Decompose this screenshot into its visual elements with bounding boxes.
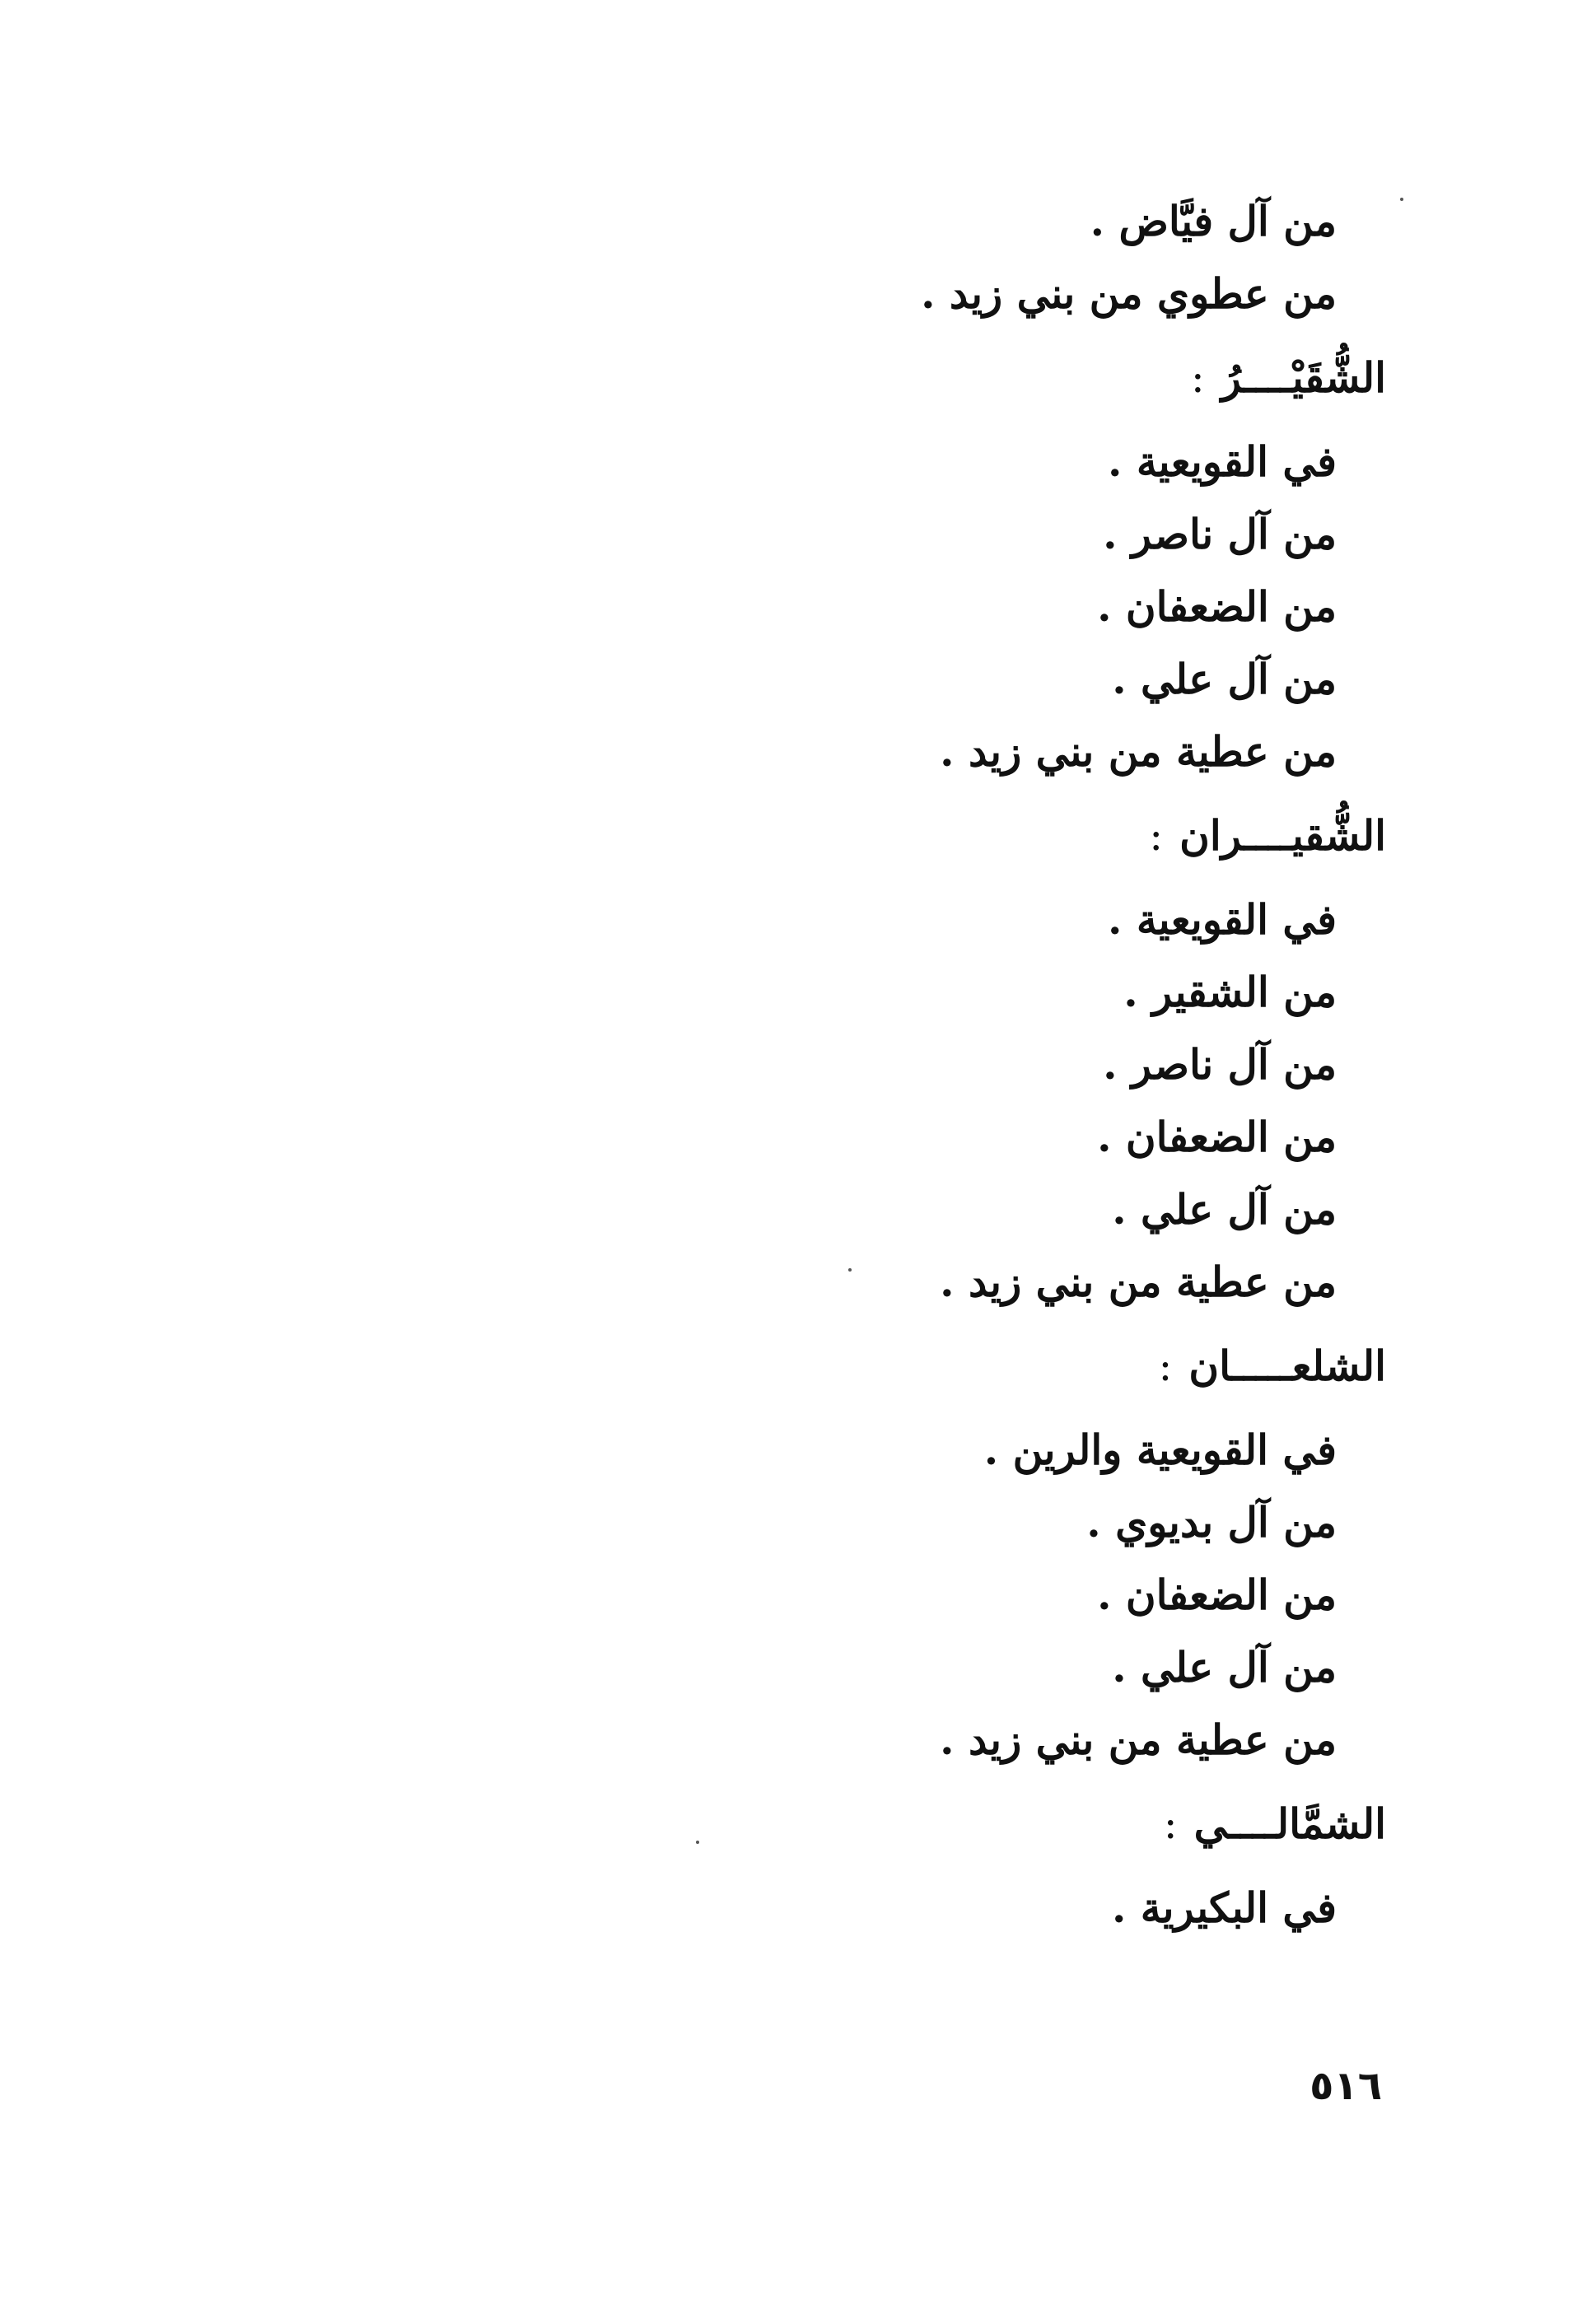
text-block <box>645 185 1386 1944</box>
section-heading <box>645 1788 1386 1860</box>
list-item: من الشقير . <box>1123 968 1337 1016</box>
heading-name: الشمَّالــــي <box>1193 1799 1386 1848</box>
heading-name: الشُّقَيْــــرُ <box>1221 353 1386 402</box>
scan-speck <box>1400 198 1403 201</box>
list-item: من آل بديوي . <box>1086 1498 1337 1547</box>
list-item: من عطية من بني زيد . <box>940 727 1337 776</box>
list-item: من آل ناصر . <box>1103 510 1337 558</box>
scan-speck <box>696 1841 699 1844</box>
list-item: من آل فيَّاض . <box>1090 197 1337 245</box>
section-heading <box>645 342 1386 414</box>
list-item: من الضعفان . <box>1097 1570 1337 1619</box>
list-item: من عطية من بني زيد . <box>940 1258 1337 1306</box>
list-item: في القويعية والرين . <box>983 1426 1337 1474</box>
list-item: من عطية من بني زيد . <box>940 1715 1337 1764</box>
list-item: في القويعية . <box>1108 895 1337 944</box>
heading-name: الشُّقيــــران <box>1179 811 1386 860</box>
list-item: من عطوي من بني زيد . <box>921 269 1337 318</box>
list-item: من آل علي . <box>1112 1643 1337 1692</box>
heading-colon: : <box>1163 1800 1178 1848</box>
section-heading <box>645 1330 1386 1402</box>
scan-speck <box>848 1268 852 1272</box>
section-heading <box>645 800 1386 872</box>
heading-name: الشلعـــــان <box>1188 1342 1386 1390</box>
heading-colon: : <box>1190 354 1205 402</box>
list-item: من آل ناصر . <box>1103 1040 1337 1089</box>
list-item: من الضعفان . <box>1097 1113 1337 1161</box>
heading-colon: : <box>1149 812 1164 860</box>
list-item: من آل علي . <box>1112 655 1337 703</box>
list-item: في البكيرية . <box>1111 1883 1337 1932</box>
list-item: من آل علي . <box>1112 1185 1337 1234</box>
list-item: من الضعفان . <box>1097 582 1337 631</box>
heading-colon: : <box>1158 1342 1173 1390</box>
page-number: ٥١٦ <box>1310 2063 1382 2109</box>
list-item: في القويعية . <box>1108 437 1337 486</box>
